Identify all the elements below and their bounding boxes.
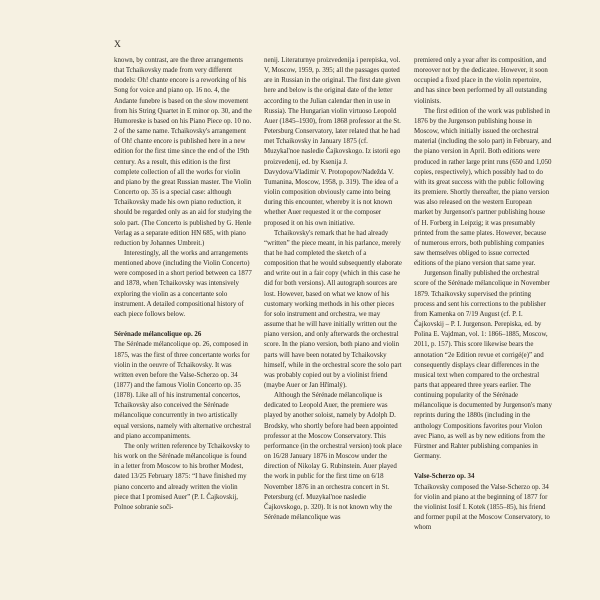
paragraph: The Sérénade mélancolique op. 26, composed in 1875, was the first of three concertante works for violin in the oeuvre of Tchaikovsky. It was written even before the Valse-Scherzo op. 34 (1877) and the famous Violin Concerto op. 35 (1878). Like all of his instrumental concertos, Tchaikovsky also conceived the Sérénade mélancolique concurrently in two artistically equal versions, namely with alternative orchestral and piano accompaniments. — [114, 341, 251, 440]
paragraph: The only written reference by Tchaikovsky to his work on the Sérénade mélancolique is found in a letter from Moscow to his brother Modest, dated 13/25 February 1875: “I have finished my piano concerto and already written the violin piece that I promised Auer” (P. I. Čajkovskij, Polnoe sobranie soči- — [114, 442, 250, 511]
paragraph: Tchaikovsky composed the Valse-Scherzo op. 34 for violin and piano at the beginning of 1877 for the violinist Iosif I. Kotek (1855–85), his friend and former pupil at the Moscow Conservatory, to whom — [414, 483, 550, 532]
text-column-1 — [114, 56, 252, 513]
page-number: X — [114, 40, 122, 50]
paragraph: premiered only a year after its composition, and moreover not by the dedicatee. However, it soon occupied a fixed place in the violin repertoire, and has since been performed by all outstanding violinists. — [414, 57, 548, 105]
text-column-2 — [264, 56, 402, 523]
paragraph: The first edition of the work was published in 1876 by the Jurgenson publishing house in Moscow, which initially issued the orchestral material (including the solo part) in February, and the piano version in April. Both editions were produced in rather large print runs (650 and 1,050 copies, respectively), which possibly had to do with its great success with the public following its premiere. Shortly thereafter, the piano version was also released on the western European market by Jurgenson's partner publishing house of H. Forberg in Leipzig; it was presumably printed from the same plates. However, because of numerous errors, both publishing companies saw themselves obliged to issue corrected editions of the piano version that same year. — [414, 107, 552, 268]
section-heading: Sérénade mélancolique op. 26 — [114, 331, 202, 339]
paragraph: Although the Sérénade mélancolique is dedicated to Leopold Auer, the premiere was played by another soloist, namely by Adolph D. Brodsky, who shortly before had been appointed professor at the Moscow Conservatory. This performance (in the orchestral version) took place on 16/28 January 1876 in Moscow under the direction of Nikolay G. Rubinstein. Auer played the work in public for the first time on 6/18 November 1876 in an orchestra concert in St. Petersburg (cf. Muzykal'noe nasledie Čajkovskogo, p. 320). It is not known why the Sérénade mélancolique was — [264, 392, 402, 522]
text-column-3 — [414, 56, 552, 533]
paragraph: Jurgenson finally published the orchestral score of the Sérénade mélancolique in November 1879. Tchaikovsky supervised the printing process and sent his corrections to the publisher from Kamenka on 7/19 August (cf. P. I. Čajkovskij – P. I. Jurgenson. Perepiska, ed. by Polina E. Vajdman, vol. 1: 1866–1885, Moscow, 2011, p. 157). This score likewise bears the annotation “2e Edition revue et corrigé(e)” and consequently displays clear differences in the musical text when compared to the orchestral parts that appeared three years earlier. The continuing popularity of the Sérénade mélancolique is documented by Jurgenson's many reprints during the 1880s (including in the anthology Compositions favorites pour Violon avec Piano, as well as by new editions from the Fürstner and Rahter publishing companies in Germany. — [414, 270, 552, 461]
paragraph: nenij. Literaturnye proizvedenija i perepiska, vol. V, Moscow, 1959, p. 395; all the passages quoted are in Russian in the original. The first date given here and below is the original date of the letter according to the Julian calendar then in use in Russia). The Hungarian violin virtuoso Leopold Auer (1845–1930), from 1868 professor at the St. Petersburg Conservatory, later related that he had met Tchaikovsky in January 1875 (cf. Muzykal'noe nasledie Čajkovskogo. Iz istorii ego proizvedenij, ed. by Ksenija J. Davydova/Vladimir V. Protopopov/Nadežda V. Tumanina, Moscow, 1958, p. 319). The idea of a violin composition obviously came into being during this encounter, whereby it is not known whether Auer requested it or the composer proposed it on his own initiative. — [264, 57, 401, 227]
section-heading: Valse-Scherzo op. 34 — [414, 473, 475, 481]
paragraph: Interestingly, all the works and arrangements mentioned above (including the Violin Concerto) were composed in a short period between ca 1877 and 1878, when Tchaikovsky was intensively exploring the violin as a concertante solo instrument. A detailed compositional history of each piece follows below. — [114, 249, 252, 318]
paragraph: Tchaikovsky's remark that he had already “written” the piece meant, in his parlance, merely that he had completed the sketch of a composition that he would subsequently elaborate and write out in a fair copy (which in this case he did for both versions). All autograph sources are lost. However, based on what we know of his customary working methods in his other pieces for solo instrument and orchestra, we may assume that he will have initially written out the piano version, and only afterwards the orchestral score. In the piano version, both piano and violin parts will have been notated by Tchaikovsky himself, while in the orchestral score the solo part was probably copied out by a violinist friend (maybe Auer or Jan Hřímalý). — [264, 229, 402, 389]
paragraph: known, by contrast, are the three arrangements that Tchaikovsky made from very different models: Oh! chante encore is a reworking of his Song for voice and piano op. 16 no. 4, the Andante funebre is based on the slow movement from his String Quartet in E minor op. 30, and the Humoreske is based on his Piano Piece op. 10 no. 2 of the same name. Tchaikovsky's arrangement of Oh! chante encore is published here in a new edition for the first time since the end of the 19th century. As a result, this edition is the first complete collection of all the works for violin and piano by the great Russian master. The Violin Concerto op. 35 is a special case: although Tchaikovsky made his own piano reduction, it should be regarded only as an aid for studying the solo part. (The Concerto is published by G. Henle Verlag as a separate edition HN 685, with piano reduction by Johannes Umbreit.) — [114, 57, 252, 247]
